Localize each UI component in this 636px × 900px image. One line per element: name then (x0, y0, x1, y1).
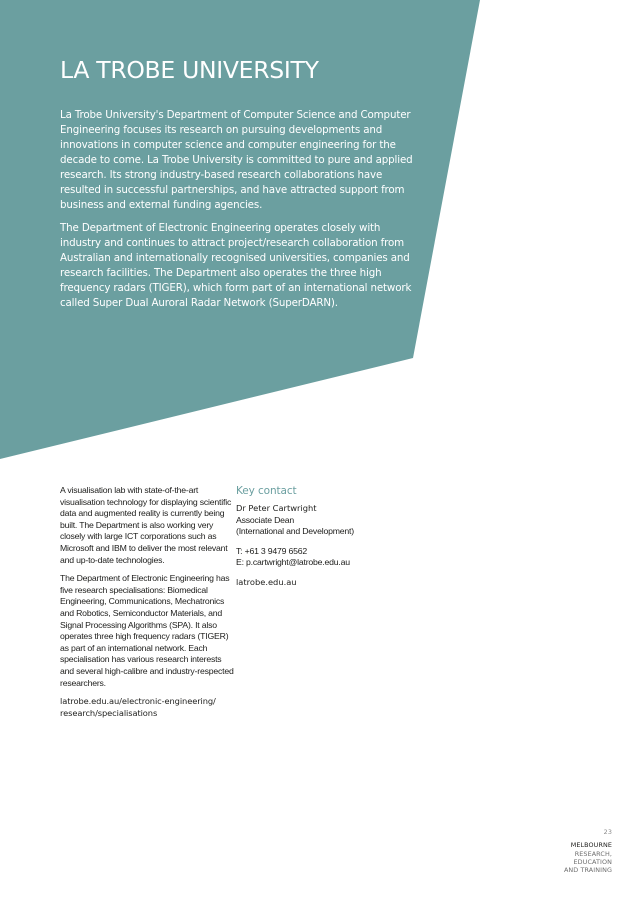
hero-paragraph: La Trobe University's Department of Computer Science and Computer Engineering focuses its research on pursuing developments and innovations in computer science and computer engineering for the decade to come. La Trobe University is committed to pure and applied research. Its strong industry-based research collaborations have resulted in successful partnerships, and have attracted support from business and external funding agencies. (60, 109, 413, 211)
hero-paragraph: The Department of Electronic Engineering operates closely with industry and continues to attract project/research collaboration from Australian and internationally recognised universities, companies and research facilities. The Department also operates the three high frequency radars (TIGER), which form part of an international network called Super Dual Auroral Radar Network (SuperDARN). (60, 222, 412, 309)
body-paragraph: The Department of Electronic Engineering has five research specialisations: Biomedical Engineering, Communications, Mechatronics and Robotics, Semiconductor Materials, and Signal Processing Algorithms (SPA). It also operates three high frequency radars (TIGER) as part of an international network. Each specialisation has various research interests and several high-calibre and industry-respected researchers. (60, 573, 234, 688)
link-line: research/specialisations (60, 707, 158, 718)
website-link[interactable]: latrobe.edu.au (236, 576, 297, 587)
contact-title: (International and Development) (236, 526, 354, 537)
contact-email[interactable]: E: p.cartwright@latrobe.edu.au (236, 557, 350, 568)
left-column (60, 485, 235, 726)
body-paragraph: A visualisation lab with state-of-the-art visualisation technology for displaying scientific data and augmented reality is currently being built. The Department is also working very closely with large ICT corporations such as Microsoft and IBM to deliver the most relevant and up-to-date technologies. (60, 485, 232, 565)
contact-title: Associate Dean (236, 514, 295, 525)
footer-line: MELBOURNE (570, 841, 612, 850)
page-title: LA TROBE UNIVERSITY (60, 56, 319, 84)
key-contact-heading: Key contact (236, 485, 297, 497)
specialisations-link[interactable] (60, 696, 235, 719)
footer-line: EDUCATION (573, 857, 612, 866)
page-footer (564, 828, 612, 874)
contact-phone: T: +61 3 9479 6562 (236, 545, 308, 556)
contact-name: Dr Peter Cartwright (236, 503, 317, 513)
footer-line: AND TRAINING (563, 866, 612, 875)
key-contact-block (236, 485, 426, 589)
footer-line: RESEARCH, (574, 849, 612, 858)
link-line: latrobe.edu.au/electronic-engineering/ (60, 696, 216, 707)
page-number: 23 (603, 828, 612, 836)
hero-intro (60, 108, 420, 319)
